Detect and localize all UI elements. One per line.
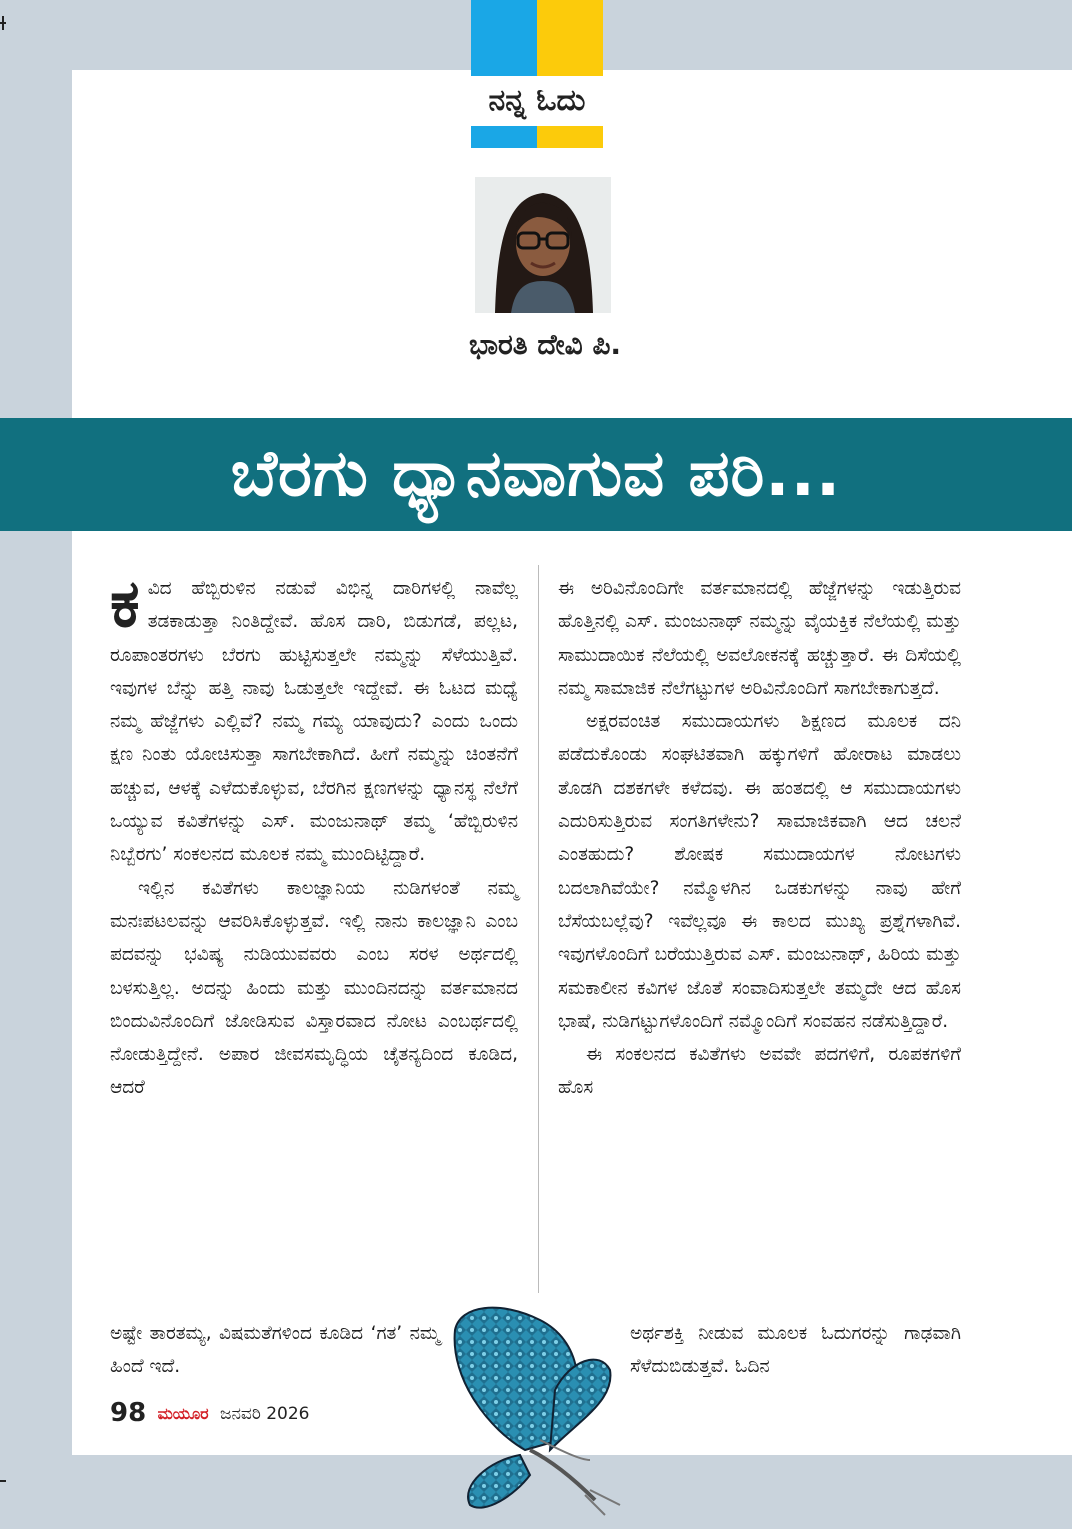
column-divider bbox=[538, 565, 539, 1293]
paragraph-continuation: ಅಷ್ಟೇ ತಾರತಮ್ಯ, ವಿಷಮತೆಗಳಿಂದ ಕೂಡಿದ ‘ಗತ’ ನಮ್ಮ ಹಿಂದೆ ಇದೆ. bbox=[110, 1323, 440, 1378]
headline-banner bbox=[0, 418, 1072, 531]
headline: ಬೆರಗು ಧ್ಯಾನವಾಗುವ ಪರಿ... bbox=[230, 437, 842, 511]
magazine-logo: ಮಯೂರ bbox=[157, 1404, 209, 1423]
author-name: ಭಾರತಿ ದೇವಿ ಪಿ. bbox=[468, 328, 622, 361]
paragraph: ಈ ಸಂಕಲನದ ಕವಿತೆಗಳು ಅವವೇ ಪದಗಳಿಗೆ, ರೂಪಕಗಳಿಗೆ ಹೊಸ bbox=[558, 1044, 961, 1099]
paragraph: ಈ ಅರಿವಿನೊಂದಿಗೇ ವರ್ತಮಾನದಲ್ಲಿ ಹೆಜ್ಜೆಗಳನ್ನು ಇಡುತ್ತಿರುವ ಹೊತ್ತಿನಲ್ಲಿ ಎಸ್. ಮಂಜುನಾಥ್ ನಮ್ಮನ್ನು ವೈಯಕ್ತಿಕ ನೆಲೆಯಲ್ಲಿ ಮತ್ತು ಸಾಮುದಾಯಿಕ ನೆಲೆಯಲ್ಲಿ ಅವಲೋಕನಕ್ಕೆ ಹಚ್ಚುತ್ತಾರೆ. ಈ ದಿಸೆಯಲ್ಲಿ ನಮ್ಮ ಸಾಮಾಜಿಕ ನೆಲೆಗಟ್ಟುಗಳ ಅರಿವಿನೊಂದಿಗೆ ಸಾಗಬೇಕಾಗುತ್ತದೆ. bbox=[558, 578, 961, 699]
paragraph-continuation: ಅರ್ಥಶಕ್ತಿ ನೀಡುವ ಮೂಲಕ ಓದುಗರನ್ನು ಗಾಢವಾಗಿ ಸೆಳೆದುಬಿಡುತ್ತವೆ. ಓದಿನ bbox=[630, 1323, 961, 1378]
section-label: ನನ್ನ ಓದು bbox=[471, 76, 603, 126]
author-photo bbox=[475, 177, 611, 313]
paragraph: ವಿದ ಹೆಬ್ಬಿರುಳಿನ ನಡುವೆ ವಿಭಿನ್ನ ದಾರಿಗಳಲ್ಲಿ ನಾವೆಲ್ಲ ತಡಕಾಡುತ್ತಾ ನಿಂತಿದ್ದೇವೆ. ಹೊಸ ದಾರಿ, ಬಿಡುಗಡೆ, ಪಲ್ಲಟ, ರೂಪಾಂತರಗಳು ಬೆರಗು ಹುಟ್ಟಿಸುತ್ತಲೇ ನಮ್ಮನ್ನು ಸೆಳೆಯುತ್ತಿವೆ. ಇವುಗಳ ಬೆನ್ನು ಹತ್ತಿ ನಾವು ಓಡುತ್ತಲೇ ಇದ್ದೇವೆ. ಈ ಓಟದ ಮಧ್ಯೆ ನಮ್ಮ ಹೆಜ್ಜೆಗಳು ಎಲ್ಲಿವೆ? ನಮ್ಮ ಗಮ್ಯ ಯಾವುದು? ಎಂದು ಒಂದು ಕ್ಷಣ ನಿಂತು ಯೋಚಿಸುತ್ತಾ ಸಾಗಬೇಕಾಗಿದೆ. ಹೀಗೆ ನಮ್ಮನ್ನು ಚಿಂತನೆಗೆ ಹಚ್ಚುವ, ಆಳಕ್ಕೆ ಎಳೆದುಕೊಳ್ಳುವ, ಬೆರಗಿನ ಕ್ಷಣಗಳನ್ನು ಧ್ಯಾನಸ್ಥ ನೆಲೆಗೆ ಒಯ್ಯುವ ಕವಿತೆಗಳನ್ನು ಎಸ್. ಮಂಜುನಾಥ್ ತಮ್ಮ ‘ಹೆಬ್ಬಿರುಳಿನ ನಿಬ್ಬೆರಗು’ ಸಂಕಲನದ ಮೂಲಕ ನಮ್ಮ ಮುಂದಿಟ್ಟಿದ್ದಾರೆ. bbox=[110, 578, 518, 866]
paragraph: ಅಕ್ಷರವಂಚಿತ ಸಮುದಾಯಗಳು ಶಿಕ್ಷಣದ ಮೂಲಕ ದನಿ ಪಡೆದುಕೊಂಡು ಸಂಘಟಿತವಾಗಿ ಹಕ್ಕುಗಳಿಗೆ ಹೋರಾಟ ಮಾಡಲು ತೊಡಗಿ ದಶಕಗಳೇ ಕಳೆದವು. ಈ ಹಂತದಲ್ಲಿ ಆ ಸಮುದಾಯಗಳು ಎದುರಿಸುತ್ತಿರುವ ಸಂಗತಿಗಳೇನು? ಸಾಮಾಜಿಕವಾಗಿ ಆದ ಚಲನೆ ಎಂತಹುದು? ಶೋಷಕ ಸಮುದಾಯಗಳ ನೋಟಗಳು ಬದಲಾಗಿವೆಯೇ? ನಮ್ಮೊಳಗಿನ ಒಡಕುಗಳನ್ನು ನಾವು ಹೇಗೆ ಬೆಸೆಯಬಲ್ಲೆವು? ಇವೆಲ್ಲವೂ ಈ ಕಾಲದ ಮುಖ್ಯ ಪ್ರಶ್ನೆಗಳಾಗಿವೆ. ಇವುಗಳೊಂದಿಗೆ ಬರೆಯುತ್ತಿರುವ ಎಸ್. ಮಂಜುನಾಥ್, ಹಿರಿಯ ಮತ್ತು ಸಮಕಾಲೀನ ಕವಿಗಳ ಜೊತೆ ಸಂವಾದಿಸುತ್ತಲೇ ತಮ್ಮದೇ ಆದ ಹೊಸ ಭಾಷೆ, ನುಡಿಗಟ್ಟುಗಳೊಂದಿಗೆ ನಮ್ಮೊಂದಿಗೆ ಸಂವಹನ ನಡೆಸುತ್ತಿದ್ದಾರೆ. bbox=[558, 711, 961, 1032]
issue-date: ಜನವರಿ 2026 bbox=[220, 1404, 310, 1424]
section-badge bbox=[471, 0, 603, 148]
page-number: 98 bbox=[110, 1398, 147, 1428]
article-column-2 bbox=[558, 572, 961, 1105]
butterfly-illustration bbox=[430, 1300, 645, 1525]
paragraph: ಇಲ್ಲಿನ ಕವಿತೆಗಳು ಕಾಲಜ್ಞಾನಿಯ ನುಡಿಗಳಂತೆ ನಮ್ಮ ಮನಃಪಟಲವನ್ನು ಆವರಿಸಿಕೊಳ್ಳುತ್ತವೆ. ಇಲ್ಲಿ ನಾನು ಕಾಲಜ್ಞಾನಿ ಎಂಬ ಪದವನ್ನು ಭವಿಷ್ಯ ನುಡಿಯುವವರು ಎಂಬ ಸರಳ ಅರ್ಥದಲ್ಲಿ ಬಳಸುತ್ತಿಲ್ಲ. ಅದನ್ನು ಹಿಂದು ಮತ್ತು ಮುಂದಿನದನ್ನು ವರ್ತಮಾನದ ಬಿಂದುವಿನೊಂದಿಗೆ ಜೋಡಿಸುವ ವಿಸ್ತಾರವಾದ ನೋಟ ಎಂಬರ್ಥದಲ್ಲಿ ನೋಡುತ್ತಿದ್ದೇನೆ. ಅಪಾರ ಜೀವಸಮೃದ್ಧಿಯ ಚೈತನ್ಯದಿಂದ ಕೂಡಿದ, ಆದರೆ bbox=[110, 877, 518, 1099]
article-column-1 bbox=[110, 565, 518, 1105]
page-footer bbox=[110, 1398, 309, 1428]
drop-cap: ಕ bbox=[110, 565, 140, 642]
